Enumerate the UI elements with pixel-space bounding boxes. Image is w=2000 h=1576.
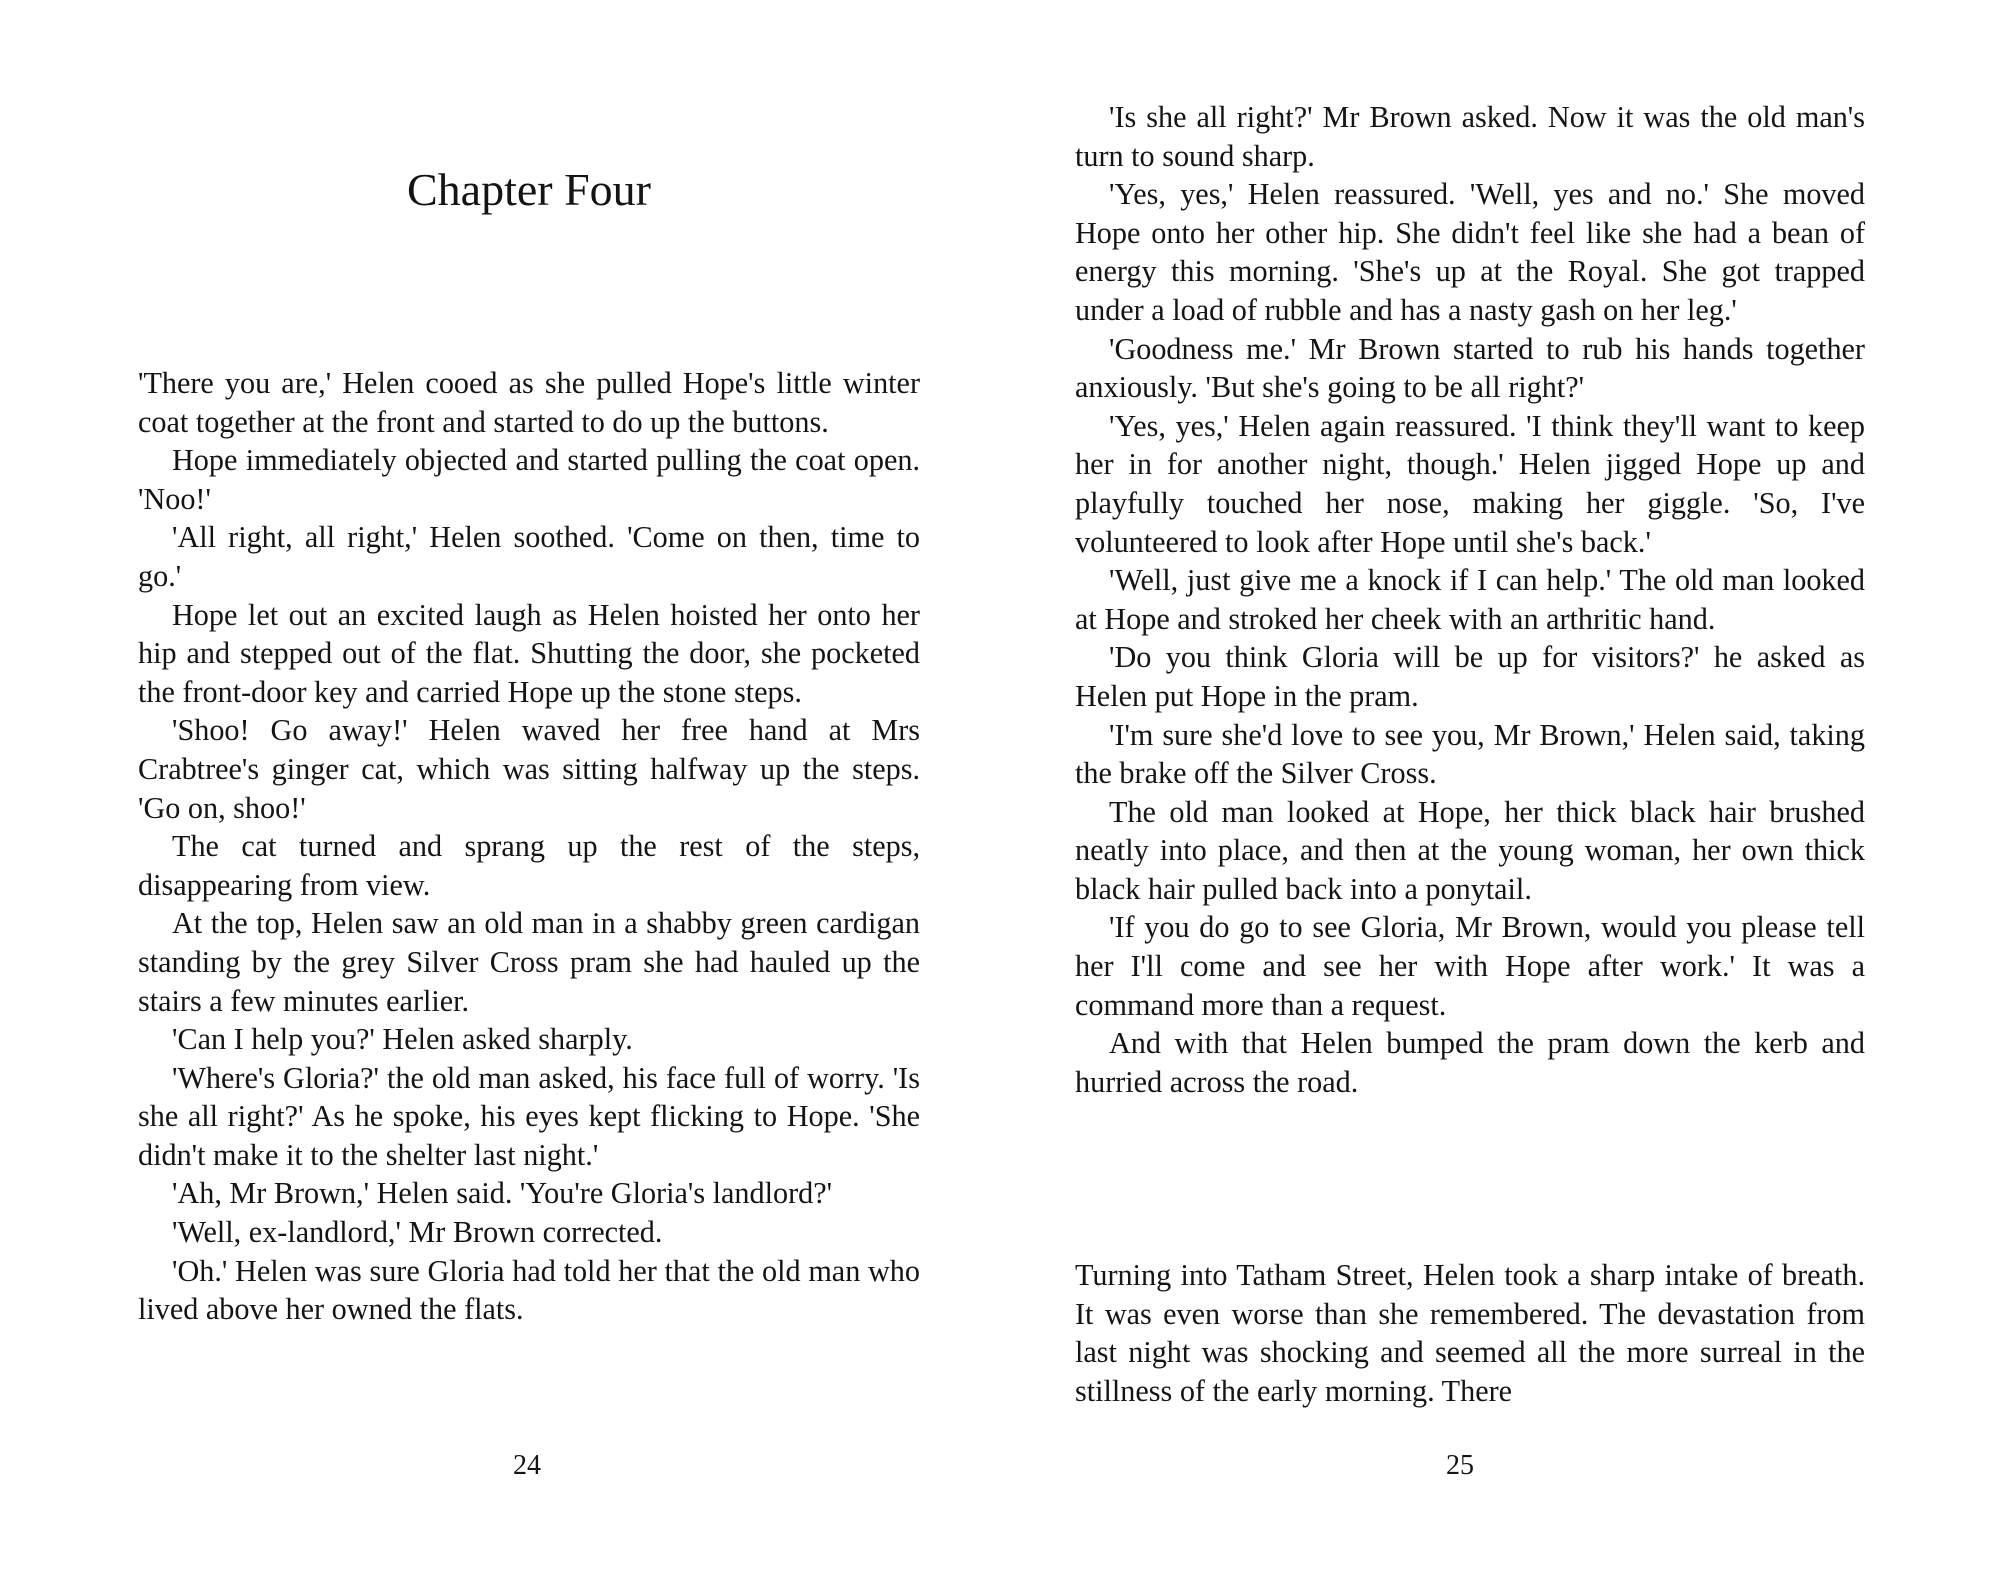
paragraph: 'Goodness me.' Mr Brown started to rub his hands together anxiously. 'But she's going to be all right?' — [1075, 331, 1865, 405]
left-page-body — [138, 364, 920, 1329]
right-page-section-2 — [1075, 1256, 1865, 1410]
paragraph: 'Where's Gloria?' the old man asked, his face full of worry. 'Is she all right?' As he spoke, his eyes kept flicking to Hope. 'She didn't make it to the shelter last night.' — [138, 1060, 920, 1172]
paragraph: Hope let out an excited laugh as Helen hoisted her onto her hip and stepped out of the flat. Shutting the door, she pocketed the front-door key and carried Hope up the stone steps. — [138, 597, 920, 709]
paragraph: 'Well, just give me a knock if I can help.' The old man looked at Hope and stroked her cheek with an arthritic hand. — [1075, 563, 1865, 636]
paragraph: 'Well, ex-landlord,' Mr Brown corrected. — [172, 1215, 663, 1250]
paragraph: At the top, Helen saw an old man in a shabby green cardigan standing by the grey Silver Cross pram she had hauled up the stairs a few minutes earlier. — [138, 906, 920, 1018]
paragraph: 'Yes, yes,' Helen reassured. 'Well, yes and no.' She moved Hope onto her other hip. She didn't feel like she had a bean of energy this morning. 'She's up at the Royal. She got trapped under a load of rubble and has a nasty gash on her leg.' — [1075, 177, 1865, 327]
page-number-left: 24 — [513, 1450, 541, 1481]
paragraph: 'Ah, Mr Brown,' Helen said. 'You're Gloria's landlord?' — [172, 1176, 833, 1211]
right-page-body — [1075, 98, 1865, 1101]
paragraph: 'Oh.' Helen was sure Gloria had told her that the old man who lived above her owned the flats. — [138, 1253, 920, 1327]
paragraph: Hope immediately objected and started pulling the coat open. 'Noo!' — [138, 443, 920, 516]
page-number-right: 25 — [1446, 1450, 1474, 1481]
paragraph: 'Can I help you?' Helen asked sharply. — [172, 1022, 633, 1057]
section-opening-paragraph: Turning into Tatham Street, Helen took a sharp intake of breath. It was even worse than she remembered. The devastation from last night was shocking and seemed all the more surreal in the stillness of the early morning. There — [1075, 1258, 1865, 1408]
paragraph: The cat turned and sprang up the rest of the steps, disappearing from view. — [138, 829, 920, 902]
chapter-title: Chapter Four — [406, 164, 651, 215]
paragraph: 'If you do go to see Gloria, Mr Brown, would you please tell her I'll come and see her with Hope after work.' It was a command more than a request. — [1075, 910, 1865, 1022]
paragraph: 'I'm sure she'd love to see you, Mr Brown,' Helen said, taking the brake off the Silver Cross. — [1075, 717, 1865, 791]
paragraph: 'Is she all right?' Mr Brown asked. Now it was the old man's turn to sound sharp. — [1075, 100, 1865, 173]
paragraph: 'There you are,' Helen cooed as she pulled Hope's little winter coat together at the front and started to do up the buttons. — [138, 366, 920, 439]
paragraph: 'Shoo! Go away!' Helen waved her free hand at Mrs Crabtree's ginger cat, which was sitting halfway up the steps. 'Go on, shoo!' — [138, 713, 920, 825]
paragraph: 'All right, all right,' Helen soothed. 'Come on then, time to go.' — [138, 520, 920, 593]
paragraph: 'Yes, yes,' Helen again reassured. 'I think they'll want to keep her in for another night, though.' Helen jigged Hope up and playfully touched her nose, making her giggle. 'So, I've volunteered to look after Hope until she's back.' — [1075, 408, 1865, 559]
paragraph: And with that Helen bumped the pram down the kerb and hurried across the road. — [1075, 1026, 1865, 1099]
paragraph: 'Do you think Gloria will be up for visitors?' he asked as Helen put Hope in the pram. — [1075, 640, 1865, 713]
paragraph: The old man looked at Hope, her thick black hair brushed neatly into place, and then at the young woman, her own thick black hair pulled back into a ponytail. — [1075, 794, 1865, 906]
